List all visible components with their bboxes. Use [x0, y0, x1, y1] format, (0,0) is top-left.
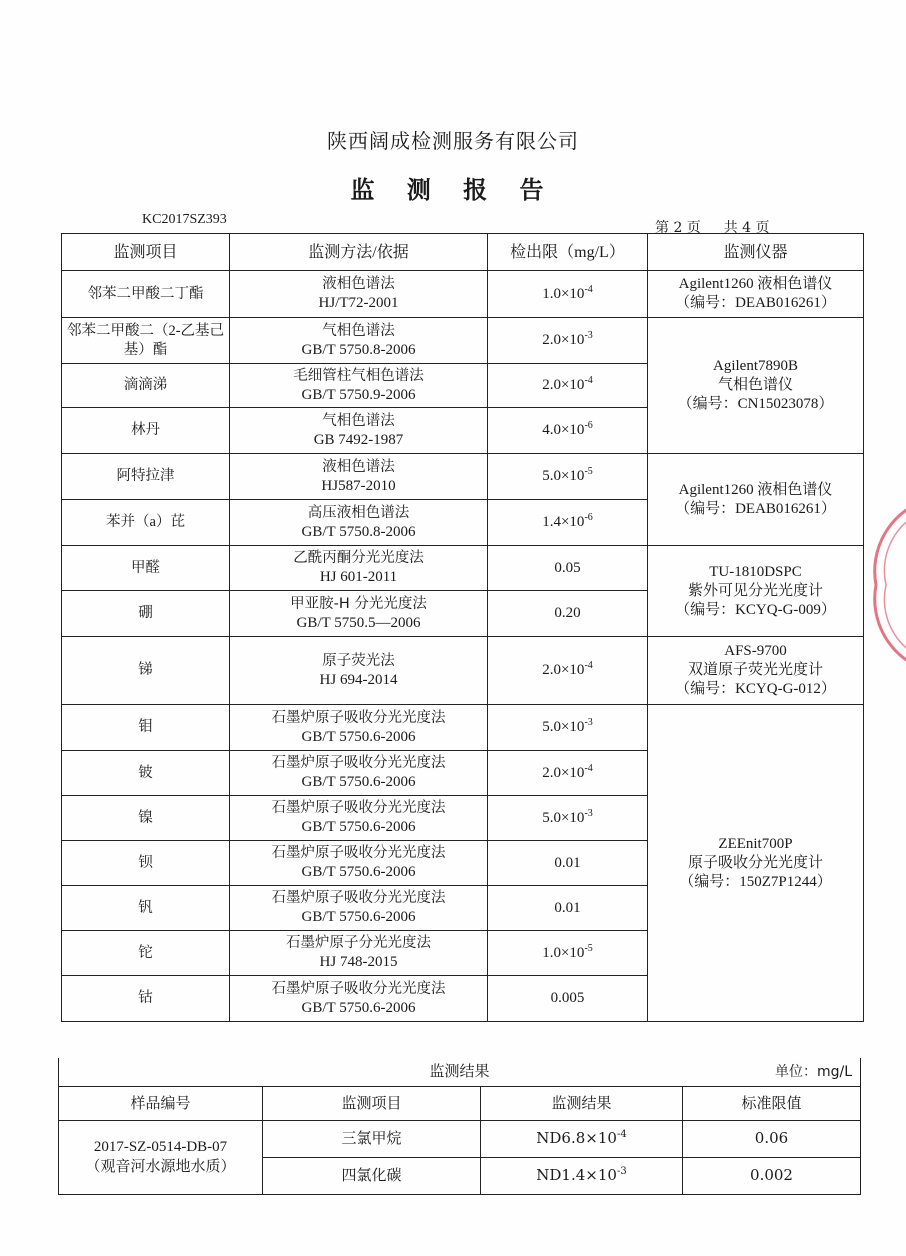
instrument-line: 双道原子荧光光度计: [687, 662, 823, 678]
limit-exponent: -5: [584, 942, 593, 954]
instrument-line: Agilent1260 液相色谱仪: [678, 276, 833, 292]
limit-value: 0.01: [554, 899, 581, 916]
header-item: 监测项目: [263, 1086, 481, 1120]
method-cell: [230, 931, 488, 976]
method-standard: GB/T 5750.6-2006: [301, 819, 416, 835]
item-cell: 邻苯二甲酸二（2-乙基己基）酯: [62, 318, 230, 364]
limit-cell: [488, 931, 648, 976]
method-standard: GB/T 5750.6-2006: [301, 728, 416, 745]
instrument-line: 紫外可见分光光度计: [687, 582, 823, 599]
limit-cell: [488, 637, 648, 705]
instrument-cell: [648, 546, 864, 637]
table-row: [62, 705, 864, 751]
instrument-cell: [648, 637, 864, 705]
method-standard: GB/T 5750.6-2006: [301, 774, 416, 790]
instrument-line: （编号：DEAB016261）: [675, 500, 836, 517]
method-name: 气相色谱法: [322, 412, 395, 429]
limit-cell: [488, 271, 648, 318]
report-code: KC2017SZ393: [142, 212, 227, 227]
limit-exponent: -4: [584, 660, 593, 671]
instrument-line: （编号：CN15023078）: [677, 396, 834, 412]
method-standard: GB/T 5750.6-2006: [301, 864, 416, 880]
limit-value: 1.0×10: [542, 944, 585, 961]
page-total: 共 4 页: [723, 220, 770, 236]
limit-exponent: -3: [584, 330, 593, 341]
limit-value: 0.20: [554, 605, 581, 621]
method-cell: [230, 637, 488, 705]
method-name: 原子荧光法: [322, 652, 395, 669]
instrument-line: （编号：KCYQ-G-012）: [675, 681, 836, 697]
limit-value: 5.0×10: [542, 468, 585, 484]
method-name: 石墨炉原子吸收分光光度法: [271, 755, 446, 771]
company-name: 陕西阔成检测服务有限公司: [327, 129, 579, 153]
item-cell: 钒: [62, 886, 230, 931]
method-standard: GB 7492-1987: [313, 431, 404, 448]
limit-value: 2.0×10: [542, 332, 585, 348]
limit-value: 1.4×10: [542, 514, 585, 530]
limit-value: 5.0×10: [542, 719, 585, 735]
method-cell: [230, 500, 488, 546]
item-cell: 铊: [62, 931, 230, 976]
limit-cell: [488, 318, 648, 364]
method-name: 高压液相色谱法: [307, 504, 410, 521]
limit-value: 0.01: [554, 854, 581, 871]
result-item: 四氯化碳: [263, 1157, 481, 1194]
method-standard: HJ 601-2011: [319, 569, 398, 585]
header-result: 监测结果: [481, 1086, 683, 1120]
instrument-line: ZEEnit700P: [718, 835, 793, 852]
result-item: 三氯甲烷: [263, 1120, 481, 1157]
sample-desc: （观音河水源地水质）: [85, 1157, 236, 1175]
method-cell: [230, 546, 488, 591]
method-standard: GB/T 5750.9-2006: [301, 386, 416, 403]
result-value: $ND6.8\times 10^{-4}$: [481, 1120, 683, 1157]
method-standard: GB/T 5750.8-2006: [301, 341, 416, 358]
instrument-line: 气相色谱仪: [717, 377, 793, 393]
method-cell: [230, 796, 488, 841]
item-cell: 林丹: [62, 408, 230, 454]
method-cell: [230, 364, 488, 408]
header-method: 监测方法/依据: [230, 234, 488, 271]
limit-cell: [488, 886, 648, 931]
item-cell: 苯并（a）芘: [62, 500, 230, 546]
method-name: 气相色谱法: [322, 322, 395, 339]
limit-cell: [488, 408, 648, 454]
limit-cell: [488, 705, 648, 751]
method-standard: GB/T 5750.5—2006: [296, 614, 421, 631]
methods-table: [61, 233, 864, 1022]
instrument-cell: [648, 454, 864, 546]
method-cell: [230, 408, 488, 454]
header-sample-id: 样品编号: [59, 1086, 263, 1120]
table-row: [59, 1120, 861, 1157]
method-name: 石墨炉原子吸收分光光度法: [271, 890, 446, 906]
method-cell: [230, 886, 488, 931]
limit-cell: [488, 454, 648, 500]
method-cell: [230, 454, 488, 500]
method-name: 石墨炉原子吸收分光光度法: [271, 845, 446, 861]
limit-exponent: -6: [584, 420, 593, 431]
table-row: [62, 637, 864, 705]
limit-cell: [488, 841, 648, 886]
table-row: [62, 318, 864, 364]
results-table: [58, 1058, 861, 1195]
method-name: 石墨炉原子分光光度法: [286, 935, 431, 951]
item-cell: 邻苯二甲酸二丁酯: [62, 271, 230, 318]
method-standard: HJ/T72-2001: [318, 295, 399, 311]
table-row: [62, 271, 864, 318]
instrument-cell: [648, 705, 864, 1022]
limit-exponent: -3: [584, 807, 593, 819]
header-standard: 标准限值: [683, 1086, 861, 1120]
method-cell: [230, 318, 488, 364]
results-header-row: [59, 1086, 861, 1120]
limit-exponent: -3: [584, 717, 593, 728]
instrument-line: （编号：150Z7P1244）: [679, 873, 832, 890]
header-instrument: 监测仪器: [648, 234, 864, 271]
limit-cell: [488, 591, 648, 637]
method-name: 液相色谱法: [322, 458, 395, 475]
limit-cell: [488, 976, 648, 1022]
limit-value: 5.0×10: [542, 809, 585, 826]
method-standard: HJ 748-2015: [319, 954, 398, 970]
limit-cell: [488, 500, 648, 546]
method-name: 甲亚胺-H 分光光度法: [290, 595, 427, 612]
method-standard: HJ587-2010: [321, 477, 396, 494]
standard-limit: 0.002: [683, 1157, 861, 1194]
instrument-line: （编号：KCYQ-G-009）: [675, 601, 836, 618]
sample-id: 2017-SZ-0514-DB-07: [93, 1139, 228, 1155]
limit-exponent: -6: [584, 512, 593, 523]
method-cell: [230, 841, 488, 886]
limit-cell: [488, 796, 648, 841]
header-item: 监测项目: [62, 234, 230, 271]
item-cell: 钼: [62, 705, 230, 751]
method-cell: [230, 976, 488, 1022]
result-value: $ND1.4\times 10^{-3}$: [481, 1157, 683, 1194]
item-cell: 铍: [62, 751, 230, 796]
instrument-line: （编号：DEAB016261）: [675, 295, 836, 311]
item-cell: 钡: [62, 841, 230, 886]
results-unit: 单位：mg/L: [774, 1064, 853, 1080]
instrument-line: Agilent7890B: [713, 358, 798, 374]
results-title-row: [59, 1058, 861, 1086]
item-cell: 钴: [62, 976, 230, 1022]
method-name: 乙酰丙酮分光光度法: [293, 550, 424, 566]
limit-value: 4.0×10: [542, 422, 585, 438]
instrument-cell: [648, 271, 864, 318]
method-standard: GB/T 5750.8-2006: [301, 523, 416, 540]
item-cell: 阿特拉津: [62, 454, 230, 500]
limit-value: 1.0×10: [542, 285, 585, 302]
instrument-line: TU-1810DSPC: [709, 563, 802, 580]
method-name: 石墨炉原子吸收分光光度法: [271, 800, 446, 816]
table-row: [62, 454, 864, 500]
instrument-line: AFS-9700: [724, 643, 787, 659]
method-standard: GB/T 5750.6-2006: [301, 999, 416, 1016]
method-name: 毛细管柱气相色谱法: [293, 367, 424, 384]
method-standard: HJ 694-2014: [319, 671, 398, 688]
limit-exponent: -5: [584, 466, 593, 477]
method-standard: GB/T 5750.6-2006: [301, 909, 416, 925]
results-section-title: 监测结果: [429, 1062, 490, 1081]
instrument-line: 原子吸收分光光度计: [687, 854, 823, 871]
methods-header-row: [62, 234, 864, 271]
method-cell: [230, 271, 488, 318]
table-row: [62, 546, 864, 591]
item-cell: 硼: [62, 591, 230, 637]
limit-exponent: -4: [584, 375, 593, 386]
item-cell: 镍: [62, 796, 230, 841]
limit-value: 0.05: [554, 559, 581, 576]
report-title: 监 测 报 告: [350, 175, 556, 204]
method-cell: [230, 591, 488, 637]
limit-value: 2.0×10: [542, 764, 585, 781]
limit-value: 2.0×10: [542, 377, 585, 393]
method-name: 石墨炉原子吸收分光光度法: [271, 980, 446, 997]
limit-exponent: -4: [584, 762, 593, 774]
limit-cell: [488, 364, 648, 408]
item-cell: 滴滴涕: [62, 364, 230, 408]
limit-cell: [488, 546, 648, 591]
instrument-cell: [648, 318, 864, 454]
method-name: 石墨炉原子吸收分光光度法: [271, 709, 446, 726]
method-cell: [230, 751, 488, 796]
standard-limit: 0.06: [683, 1120, 861, 1157]
limit-value: 2.0×10: [542, 662, 585, 678]
red-seal-stamp: [866, 495, 906, 675]
header-limit: 检出限（mg/L）: [488, 234, 648, 271]
item-cell: 锑: [62, 637, 230, 705]
item-cell: 甲醛: [62, 546, 230, 591]
instrument-line: Agilent1260 液相色谱仪: [678, 481, 833, 498]
limit-value: 0.005: [550, 990, 585, 1006]
page-current: 第 2 页: [655, 220, 701, 236]
limit-cell: [488, 751, 648, 796]
method-cell: [230, 705, 488, 751]
method-name: 液相色谱法: [322, 276, 395, 292]
sample-cell: [59, 1120, 263, 1194]
limit-exponent: -4: [584, 283, 593, 295]
